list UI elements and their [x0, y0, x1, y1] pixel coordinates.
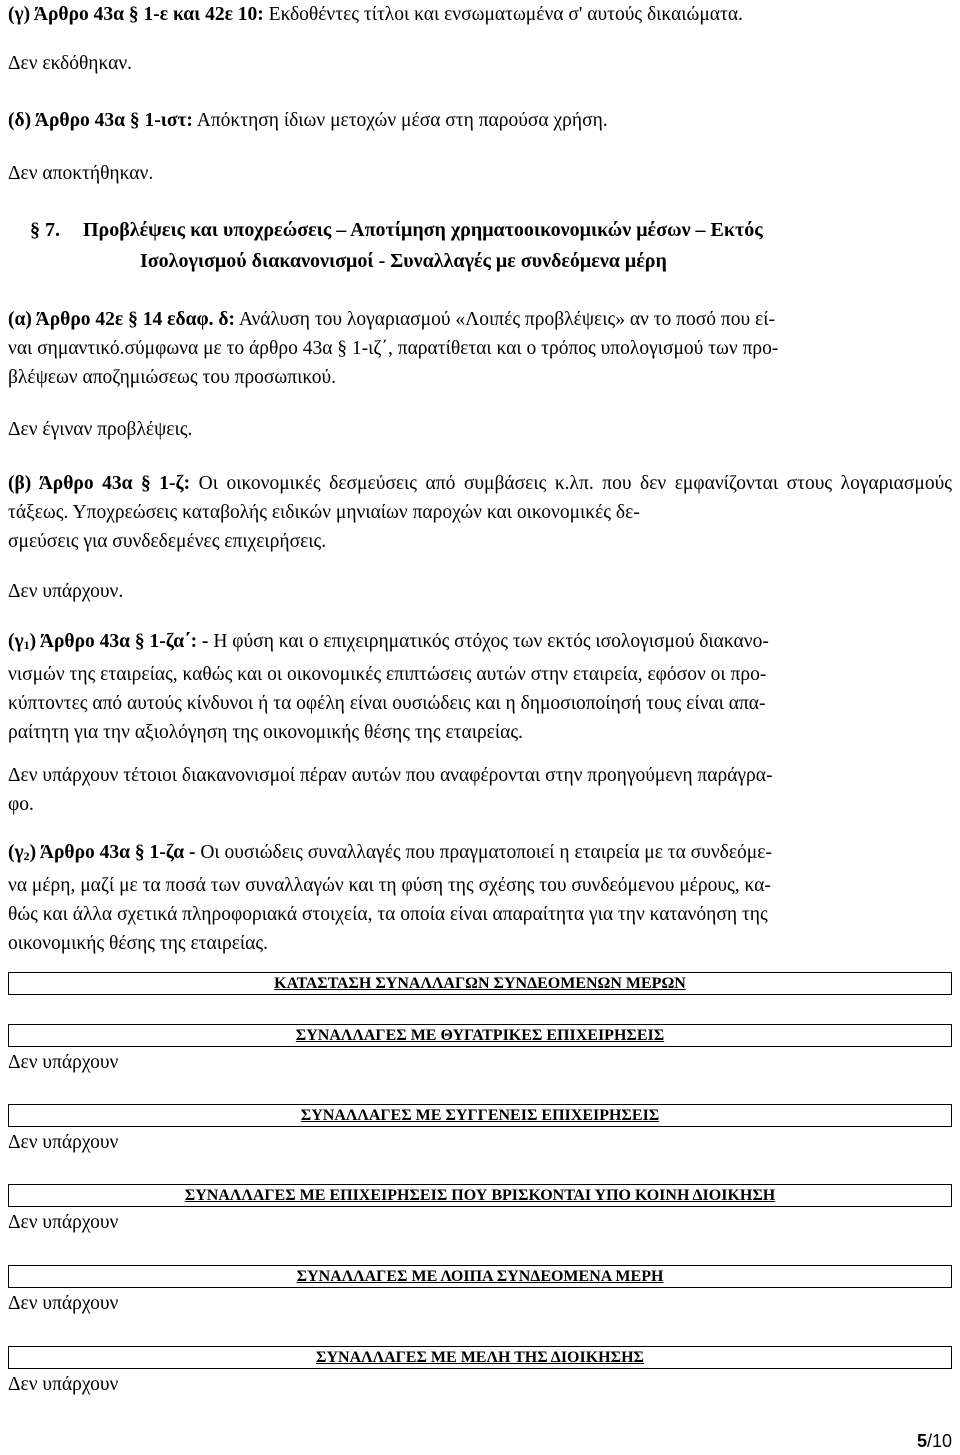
- paragraph-g2-lead-prefix: (γ: [8, 842, 24, 863]
- paragraph-a-answer: Δεν έγιναν προβλέψεις.: [8, 419, 193, 440]
- paragraph-b: [8, 469, 952, 556]
- table-section-title-1: ΣΥΝΑΛΛΑΓΕΣ ΜΕ ΘΥΓΑΤΡΙΚΕΣ ΕΠΙΧΕΙΡΗΣΕΙΣ: [295, 1027, 665, 1044]
- paragraph-g-answer: Δεν εκδόθηκαν.: [8, 53, 133, 74]
- paragraph-g2-lead-sub: 2: [23, 849, 30, 863]
- section-symbol: §: [30, 219, 40, 241]
- table-section-value-2: Δεν υπάρχουν: [8, 1132, 119, 1153]
- table-section-title-3: ΣΥΝΑΛΛΑΓΕΣ ΜΕ ΕΠΙΧΕΙΡΗΣΕΙΣ ΠΟΥ ΒΡΙΣΚΟΝΤΑΙ ΥΠΟ ΚΟΙΝΗ ΔΙΟΙΚΗΣΗ: [184, 1187, 776, 1204]
- paragraph-a: [8, 305, 952, 392]
- table-section-value-5: Δεν υπάρχουν: [8, 1374, 119, 1395]
- section-7-heading: [30, 215, 950, 277]
- current-page: 5: [916, 1431, 927, 1451]
- paragraph-g1: [8, 627, 952, 747]
- related-parties-table-title: ΚΑΤΑΣΤΑΣΗ ΣΥΝΑΛΛΑΓΩΝ ΣΥΝΔΕΟΜΕΝΩΝ ΜΕΡΩΝ: [274, 975, 686, 992]
- paragraph-g1-answer: Δεν υπάρχουν τέτοιοι διακανονισμοί πέραν αυτών που αναφέρονται στην προηγούμενη παράγρα- φο.: [8, 765, 773, 815]
- table-section-value-4: Δεν υπάρχουν: [8, 1293, 119, 1314]
- paragraph-b-answer: Δεν υπάρχουν.: [8, 581, 124, 602]
- paragraph-a-text: Ανάλυση του λογαριασμού «Λοιπές προβλέψεις» αν το ποσό που εί- ναι σημαντικό.σύμφωνα με το άρθρο 43α § 1-ιζ΄, παρατίθεται και ο τρόπος υπολογισμού των προ- βλέψεων αποζημιώσεως του προσωπικού.: [8, 309, 779, 388]
- table-section-title-2: ΣΥΝΑΛΛΑΓΕΣ ΜΕ ΣΥΓΓΕΝΕΙΣ ΕΠΙΧΕΙΡΗΣΕΙΣ: [300, 1107, 660, 1124]
- paragraph-g1-lead-suffix: ) Άρθρο 43α § 1-ζα΄: -: [29, 631, 209, 652]
- paragraph-a-lead: (α) Άρθρο 42ε § 14 εδαφ. δ:: [8, 309, 236, 330]
- paragraph-d-answer: Δεν αποκτήθηκαν.: [8, 163, 154, 184]
- table-section-value-3: Δεν υπάρχουν: [8, 1212, 119, 1233]
- page-number: [917, 1430, 952, 1452]
- paragraph-g: [8, 0, 952, 29]
- paragraph-g2-text: Οι ουσιώδεις συναλλαγές που πραγματοποιεί η εταιρεία με τα συνδεόμε- να μέρη, μαζί με τα ποσά των συναλλαγών και τη φύση της σχέσης του συνδεόμενου μέρους, κα- θώς και άλλα σχετικά πληροφοριακά στοιχεία, τα οποία είναι απαραίτητα για την κατανόηση της οικονομικής θέσης της εταιρείας.: [8, 842, 772, 954]
- paragraph-g-text: Εκδοθέντες τίτλοι και ενσωματωμένα σ' αυτούς δικαιώματα.: [263, 4, 743, 25]
- section-title-line2: Ισολογισμού διακανονισμοί - Συναλλαγές με συνδεόμενα μέρη: [140, 250, 667, 272]
- section-title-line1: Προβλέψεις και υποχρεώσεις – Αποτίμηση χρηματοοικονομικών μέσων – Εκτός: [83, 219, 763, 241]
- paragraph-d-lead: (δ) Άρθρο 43α § 1-ιστ:: [8, 110, 193, 131]
- paragraph-b-text: Οι οικονομικές δεσμεύσεις από συμβάσεις κ.λπ. που δεν εμφανίζονται στους λογαριασμούς τάξεως. Υποχρεώσεις καταβολής ειδικών μηνιαίων παροχών και οικονομικές δε- σμεύσεις για συνδεδεμένες επιχειρήσεις.: [8, 473, 952, 552]
- paragraph-d: [8, 106, 952, 135]
- paragraph-g1-lead-prefix: (γ: [8, 631, 24, 652]
- page-separator: /: [926, 1431, 932, 1451]
- paragraph-d-text: Απόκτηση ίδιων μετοχών μέσα στη παρούσα χρήση.: [192, 110, 608, 131]
- paragraph-g2: [8, 838, 952, 958]
- section-number: 7.: [45, 219, 60, 241]
- total-pages: 10: [931, 1431, 952, 1451]
- paragraph-g2-lead-suffix: ) Άρθρο 43α § 1-ζα -: [29, 842, 196, 863]
- table-section-value-1: Δεν υπάρχουν: [8, 1052, 119, 1073]
- paragraph-g1-lead-sub: 1: [23, 638, 30, 652]
- paragraph-g-lead: (γ) Άρθρο 43α § 1-ε και 42ε 10:: [8, 4, 264, 25]
- paragraph-g1-text: Η φύση και ο επιχειρηματικός στόχος των εκτός ισολογισμού διακανο- νισμών της εταιρείας, καθώς και οι οικονομικές επιπτώσεις αυτών στην εταιρεία, εφόσον οι προ- κύπτοντες από αυτούς κίνδυνοι ή τα οφέλη είναι ουσιώδεις και η δημοσιοποίησή τους είναι απα- ραίτητη για την αξιολόγηση της οικονομικής θέσης της εταιρείας.: [8, 631, 769, 743]
- table-section-title-4: ΣΥΝΑΛΛΑΓΕΣ ΜΕ ΛΟΙΠΑ ΣΥΝΔΕΟΜΕΝΑ ΜΕΡΗ: [296, 1268, 664, 1285]
- paragraph-b-lead: (β) Άρθρο 43α § 1-ζ:: [8, 473, 191, 494]
- table-section-title-5: ΣΥΝΑΛΛΑΓΕΣ ΜΕ ΜΕΛΗ ΤΗΣ ΔΙΟΙΚΗΣΗΣ: [316, 1349, 644, 1366]
